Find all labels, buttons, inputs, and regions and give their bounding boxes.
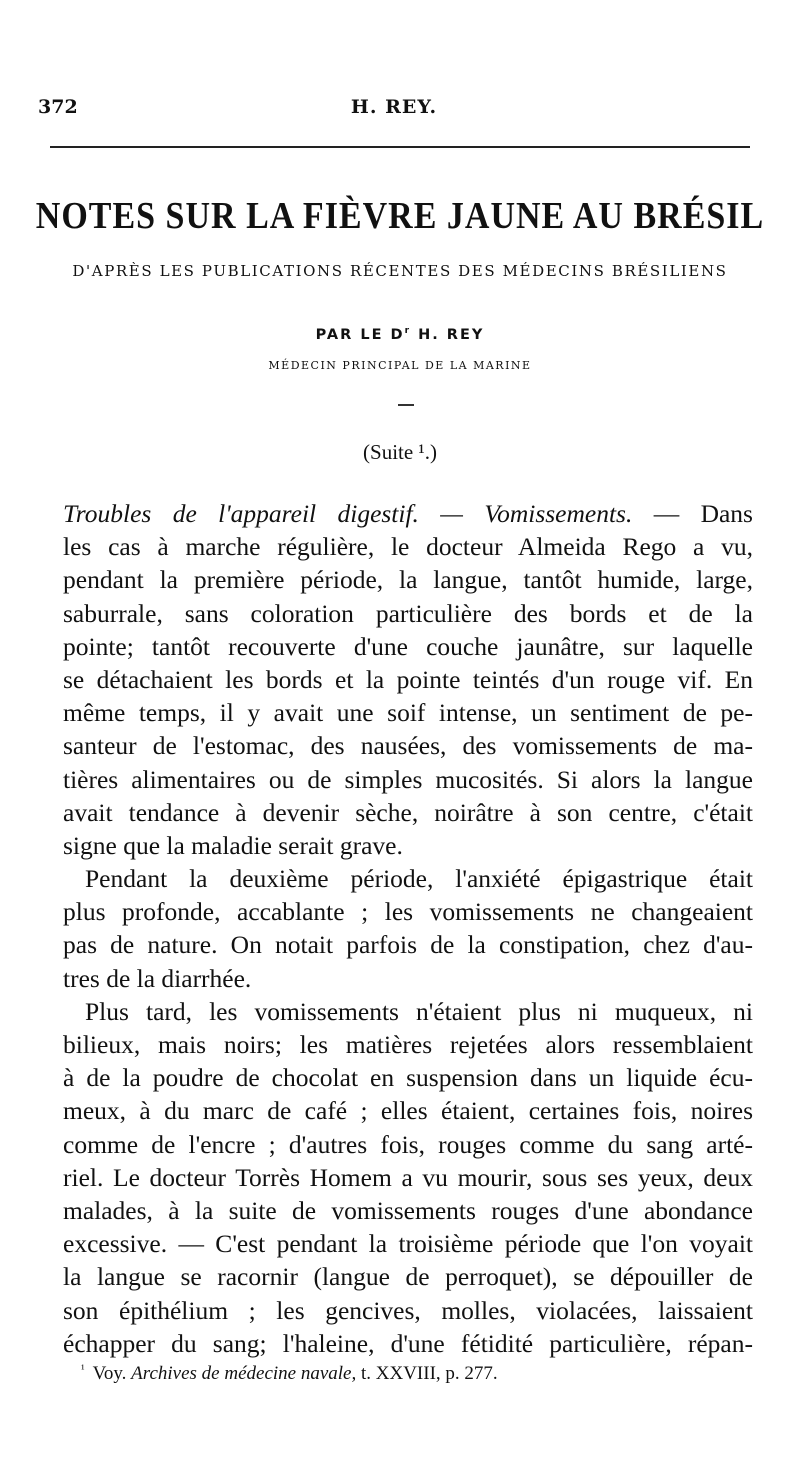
- author-affiliation: MÉDECIN PRINCIPAL DE LA MARINE: [268, 359, 532, 372]
- footnote-text-post: t. XXVIII, p. 277.: [356, 1363, 498, 1384]
- body-text: [63, 497, 753, 1360]
- body-line: avait tendance à devenir sèche, noirâtre à son centre, c'était: [63, 797, 753, 827]
- body-line: pas de nature. On notait parfois de la constipation, chez d'au-: [63, 930, 753, 960]
- body-line: malades, à la suite de vomissements rouges d'une abondance: [63, 1195, 753, 1225]
- section-dash: [398, 404, 414, 406]
- body-line: comme de l'encre ; d'autres fois, rouges comme du sang arté-: [63, 1129, 753, 1159]
- body-line: santeur de l'estomac, des nausées, des vomissements de ma-: [63, 731, 753, 761]
- header-rule: [50, 146, 750, 148]
- body-line: échapper du sang; l'haleine, d'une fétidité particulière, répan-: [63, 1328, 753, 1358]
- body-line: son épithélium ; les gencives, molles, violacées, laissaient: [63, 1295, 753, 1325]
- page-number: 372: [38, 96, 78, 118]
- body-line: se détachaient les bords et la pointe teintés d'un rouge vif. En: [63, 664, 753, 694]
- byline-prefix: PAR LE D: [315, 326, 405, 343]
- footnote-text-pre: Voy.: [92, 1363, 132, 1384]
- body-line: excessive. — C'est pendant la troisième période que l'on voyait: [63, 1229, 753, 1259]
- author-byline: [0, 326, 800, 343]
- footnote-journal: Archives de médecine navale,: [131, 1363, 357, 1384]
- article-subtitle: D'APRÈS LES PUBLICATIONS RÉCENTES DES MÉDECINS BRÉSILIENS: [72, 262, 728, 280]
- body-line: pendant la première période, la langue, tantôt humide, large,: [63, 565, 753, 595]
- body-line: pointe; tantôt recouverte d'une couche jaunâtre, sur laquelle: [63, 631, 753, 661]
- byline-sup: r: [404, 326, 412, 336]
- running-title: H. REY.: [350, 96, 438, 118]
- body-line: meux, à du marc de café ; elles étaient, certaines fois, noires: [63, 1096, 753, 1126]
- body-line: plus profonde, accablante ; les vomissements ne changeaient: [63, 897, 753, 927]
- body-line: Plus tard, les vomissements n'étaient plus ni muqueux, ni: [85, 996, 753, 1026]
- footnote: [81, 1362, 751, 1385]
- body-line: Pendant la deuxième période, l'anxiété épigastrique était: [85, 864, 753, 894]
- body-line: bilieux, mais noirs; les matières rejetées alors ressemblaient: [63, 1030, 753, 1059]
- footnote-marker: ¹: [81, 1362, 85, 1376]
- body-line: [63, 497, 753, 530]
- byline-name: H. REY: [411, 326, 485, 343]
- body-line: même temps, il y avait une soif intense, un sentiment de pe-: [63, 698, 753, 728]
- body-line: la langue se racornir (langue de perroquet), se dépouiller de: [63, 1262, 753, 1292]
- body-line: saburrale, sans coloration particulière des bords et de la: [63, 598, 753, 628]
- heading-continuation: — Dans: [632, 499, 753, 528]
- continued-note: (Suite ¹.): [363, 440, 437, 464]
- body-line: à de la poudre de chocolat en suspension dans un liquide écu-: [63, 1063, 753, 1093]
- section-heading: Troubles de l'appareil digestif. — Vomissements.: [63, 499, 633, 528]
- running-head: [38, 96, 750, 126]
- body-line: signe que la maladie serait grave.: [63, 830, 403, 860]
- article-title: NOTES SUR LA FIÈVRE JAUNE AU BRÉSIL: [35, 195, 765, 238]
- body-line: les cas à marche régulière, le docteur Almeida Rego a vu,: [63, 532, 753, 562]
- body-line: riel. Le docteur Torrès Homem a vu mourir, sous ses yeux, deux: [63, 1162, 753, 1192]
- body-line: tres de la diarrhée.: [63, 963, 252, 993]
- body-line: tières alimentaires ou de simples mucosités. Si alors la langue: [63, 764, 753, 794]
